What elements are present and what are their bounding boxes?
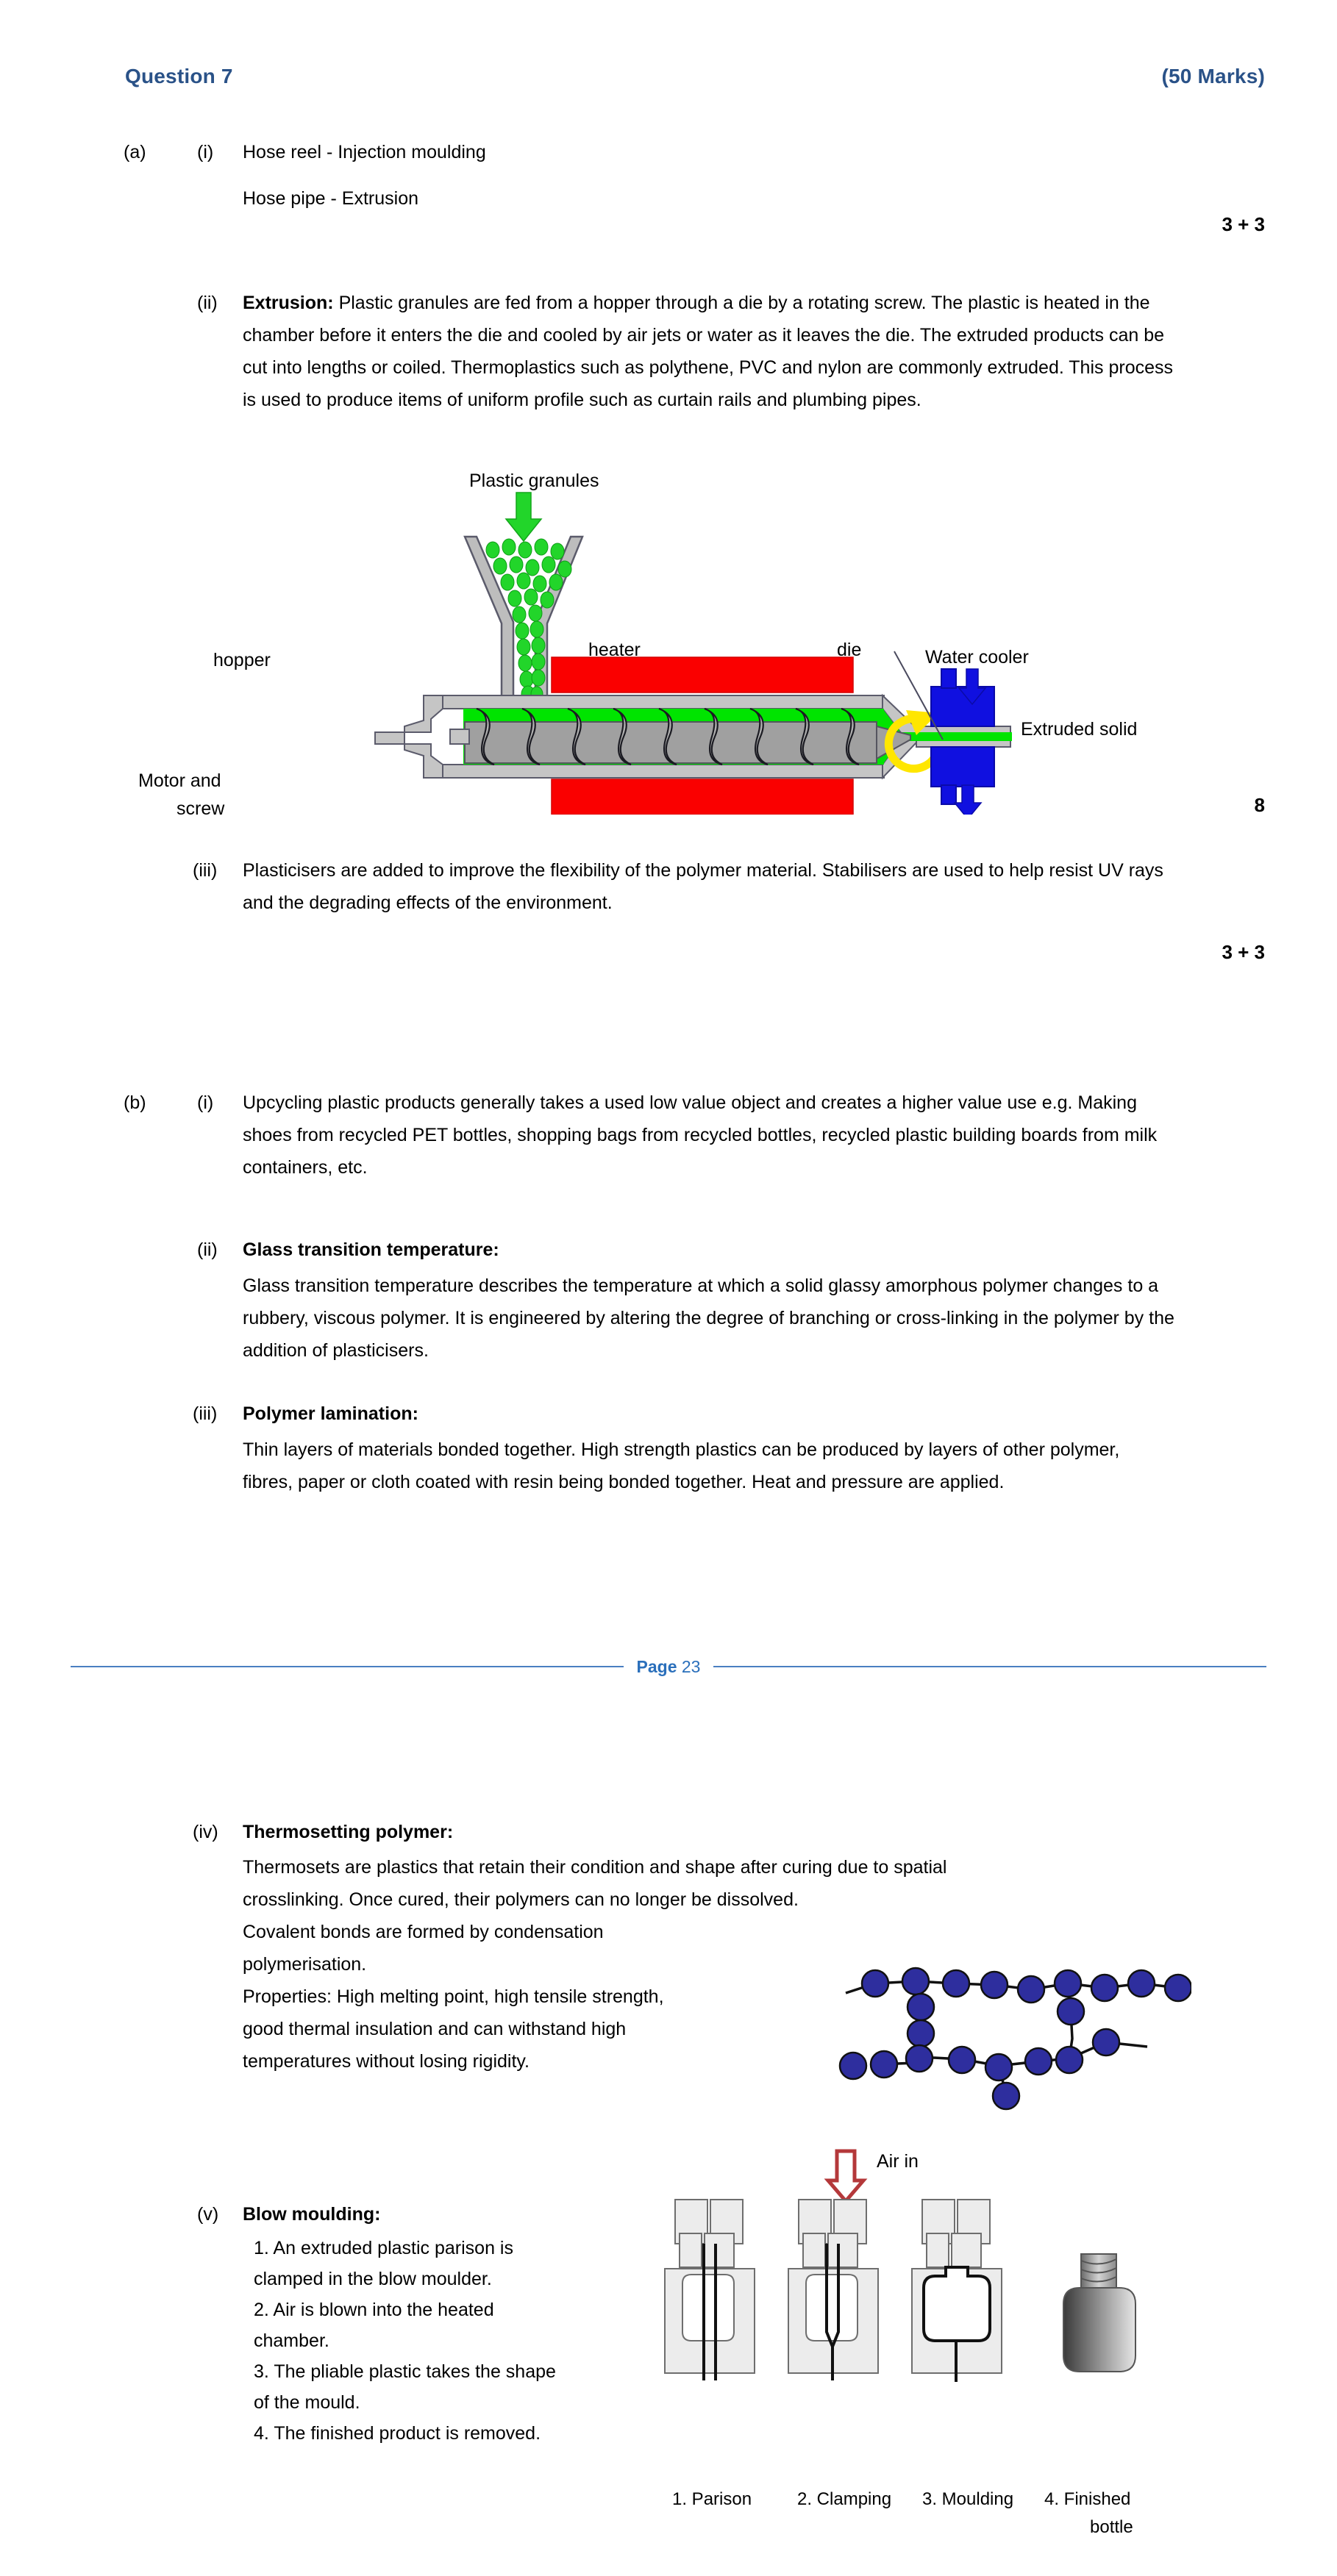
answer-b-v-step2: 2. Air is blown into the heated	[254, 2300, 494, 2320]
answer-b-iv-line3: Covalent bonds are formed by condensation	[243, 1922, 604, 1942]
blow-caption-4b: bottle	[1090, 2517, 1133, 2537]
air-in-arrow	[828, 2151, 863, 2201]
blow-stage-4-finished-bottle	[1063, 2254, 1135, 2372]
label-extruded-solid: Extruded solid	[1021, 719, 1138, 740]
page-footer	[71, 1652, 1266, 1681]
label-motor-and: Motor and	[138, 770, 221, 791]
answer-b-iv-line7: temperatures without losing rigidity.	[243, 2051, 530, 2072]
item-numeral-b-v: (v)	[197, 2204, 219, 2225]
total-marks-label: (50 Marks)	[1161, 65, 1265, 87]
item-numeral-b-iv: (iv)	[193, 1822, 218, 1842]
section-label-a: (a)	[124, 142, 146, 162]
answer-b-v-step2b: chamber.	[254, 2330, 329, 2351]
section-label-b: (b)	[124, 1092, 146, 1113]
answer-b-v-step4: 4. The finished product is removed.	[254, 2423, 541, 2444]
answer-b-iv-line4: polymerisation.	[243, 1954, 367, 1975]
label-die: die	[837, 640, 862, 660]
footer-page-word: Page	[636, 1656, 677, 1676]
blow-moulding-diagram	[662, 2147, 1206, 2455]
answer-b-v-step3b: of the mould.	[254, 2392, 360, 2413]
label-hopper: hopper	[213, 650, 271, 670]
water-out-arrow	[955, 785, 981, 815]
answer-b-iv-line5: Properties: High melting point, high tensile strength,	[243, 1986, 664, 2007]
item-numeral-a-iii: (iii)	[193, 860, 218, 881]
marks-a-iii: 3 + 3	[1222, 941, 1265, 963]
answer-a-iii-body: Plasticisers are added to improve the flexibility of the polymer material. Stabilisers are used to help resist UV rays and the degrading effects of the environment.	[243, 860, 1163, 913]
item-numeral-b-ii: (ii)	[197, 1239, 218, 1260]
answer-a-ii-paragraph	[243, 287, 1184, 416]
answer-b-iv-heading: Thermosetting polymer:	[243, 1822, 454, 1842]
answer-b-v-step3: 3. The pliable plastic takes the shape	[254, 2361, 556, 2382]
granule-feed-arrow	[506, 493, 541, 541]
heater-bar-top	[552, 657, 853, 693]
crosslink-network-diagram	[838, 1961, 1191, 2119]
item-numeral-b-iii: (iii)	[193, 1403, 218, 1424]
answer-b-iv-line6: good thermal insulation and can withstand high	[243, 2019, 627, 2039]
page-title: Question 7	[125, 65, 233, 87]
answer-b-i-body: Upcycling plastic products generally takes a used low value object and creates a higher value use e.g. Making shoes from recycled PET bottles, shopping bags from recycled bottles, recycled plastic building boards from milk containers, etc.	[243, 1092, 1158, 1178]
answer-b-iii-body: Thin layers of materials bonded together. High strength plastics can be produced by layers of other polymer, fibres, paper or cloth coated with resin being bonded together. Heat and pressure are applied.	[243, 1439, 1120, 1492]
marks-a-ii: 8	[1254, 794, 1265, 816]
answer-b-v-heading: Blow moulding:	[243, 2204, 381, 2225]
crosslink-nodes	[840, 1968, 1191, 2109]
label-heater: heater	[588, 640, 641, 660]
item-numeral-a-ii: (ii)	[197, 293, 218, 313]
blow-stage-3-moulding	[912, 2200, 1002, 2382]
answer-a-ii-lead: Extrusion:	[243, 293, 334, 313]
answer-b-v-step1: 1. An extruded plastic parison is	[254, 2238, 513, 2258]
label-plastic-granules: Plastic granules	[469, 471, 599, 491]
footer-page-number: 23	[681, 1656, 701, 1676]
extrusion-svg	[279, 476, 1022, 815]
item-numeral-b-i: (i)	[197, 1092, 214, 1113]
answer-a-i-line1: Hose reel - Injection moulding	[243, 142, 486, 162]
label-air-in: Air in	[877, 2151, 919, 2172]
blow-stage-2-clamping	[788, 2200, 878, 2380]
footer-rule-right	[713, 1666, 1266, 1667]
blow-caption-1: 1. Parison	[672, 2489, 752, 2509]
answer-b-iv-line2: crosslinking. Once cured, their polymers can no longer be dissolved.	[243, 1889, 799, 1910]
label-screw: screw	[177, 798, 225, 819]
blow-caption-2: 2. Clamping	[797, 2489, 892, 2509]
crosslink-bonds	[846, 1981, 1178, 2094]
page-number-label	[637, 1657, 701, 1677]
answer-a-ii-body: Plastic granules are fed from a hopper through a die by a rotating screw. The plastic is heated in the chamber before it enters the die and cooled by air jets or water as it leaves the die. The extruded products can be cut into lengths or coiled. Thermoplastics such as polythene, PVC and nylon are commonly extruded. This process is used to produce items of uniform profile such as curtain rails and plumbing pipes.	[243, 293, 1174, 410]
blow-moulding-svg	[662, 2147, 1206, 2455]
heater-bar-bottom	[552, 779, 853, 815]
answer-b-v-step1b: clamped in the blow moulder.	[254, 2269, 492, 2289]
answer-b-ii-heading: Glass transition temperature:	[243, 1239, 499, 1260]
answer-b-iii-heading: Polymer lamination:	[243, 1403, 418, 1424]
extrusion-diagram	[138, 471, 1138, 819]
answer-b-ii-body: Glass transition temperature describes the temperature at which a solid glassy amorphous polymer changes to a rubbery, viscous polymer. It is engineered by altering the degree of branching or cross-linking in the polymer by the addition of plasticisers.	[243, 1276, 1174, 1361]
footer-rule-left	[71, 1666, 624, 1667]
answer-b-iv-line1: Thermosets are plastics that retain their condition and shape after curing due to spatial	[243, 1857, 947, 1878]
answer-a-i-line2: Hose pipe - Extrusion	[243, 188, 419, 209]
label-water-cooler: Water cooler	[925, 647, 1029, 668]
blow-caption-3: 3. Moulding	[922, 2489, 1014, 2509]
blow-caption-4: 4. Finished	[1044, 2489, 1131, 2509]
marks-a-i: 3 + 3	[1222, 213, 1265, 235]
blow-stage-1-parison	[665, 2200, 755, 2380]
crosslink-svg	[838, 1961, 1191, 2119]
item-numeral-a-i: (i)	[197, 142, 214, 162]
